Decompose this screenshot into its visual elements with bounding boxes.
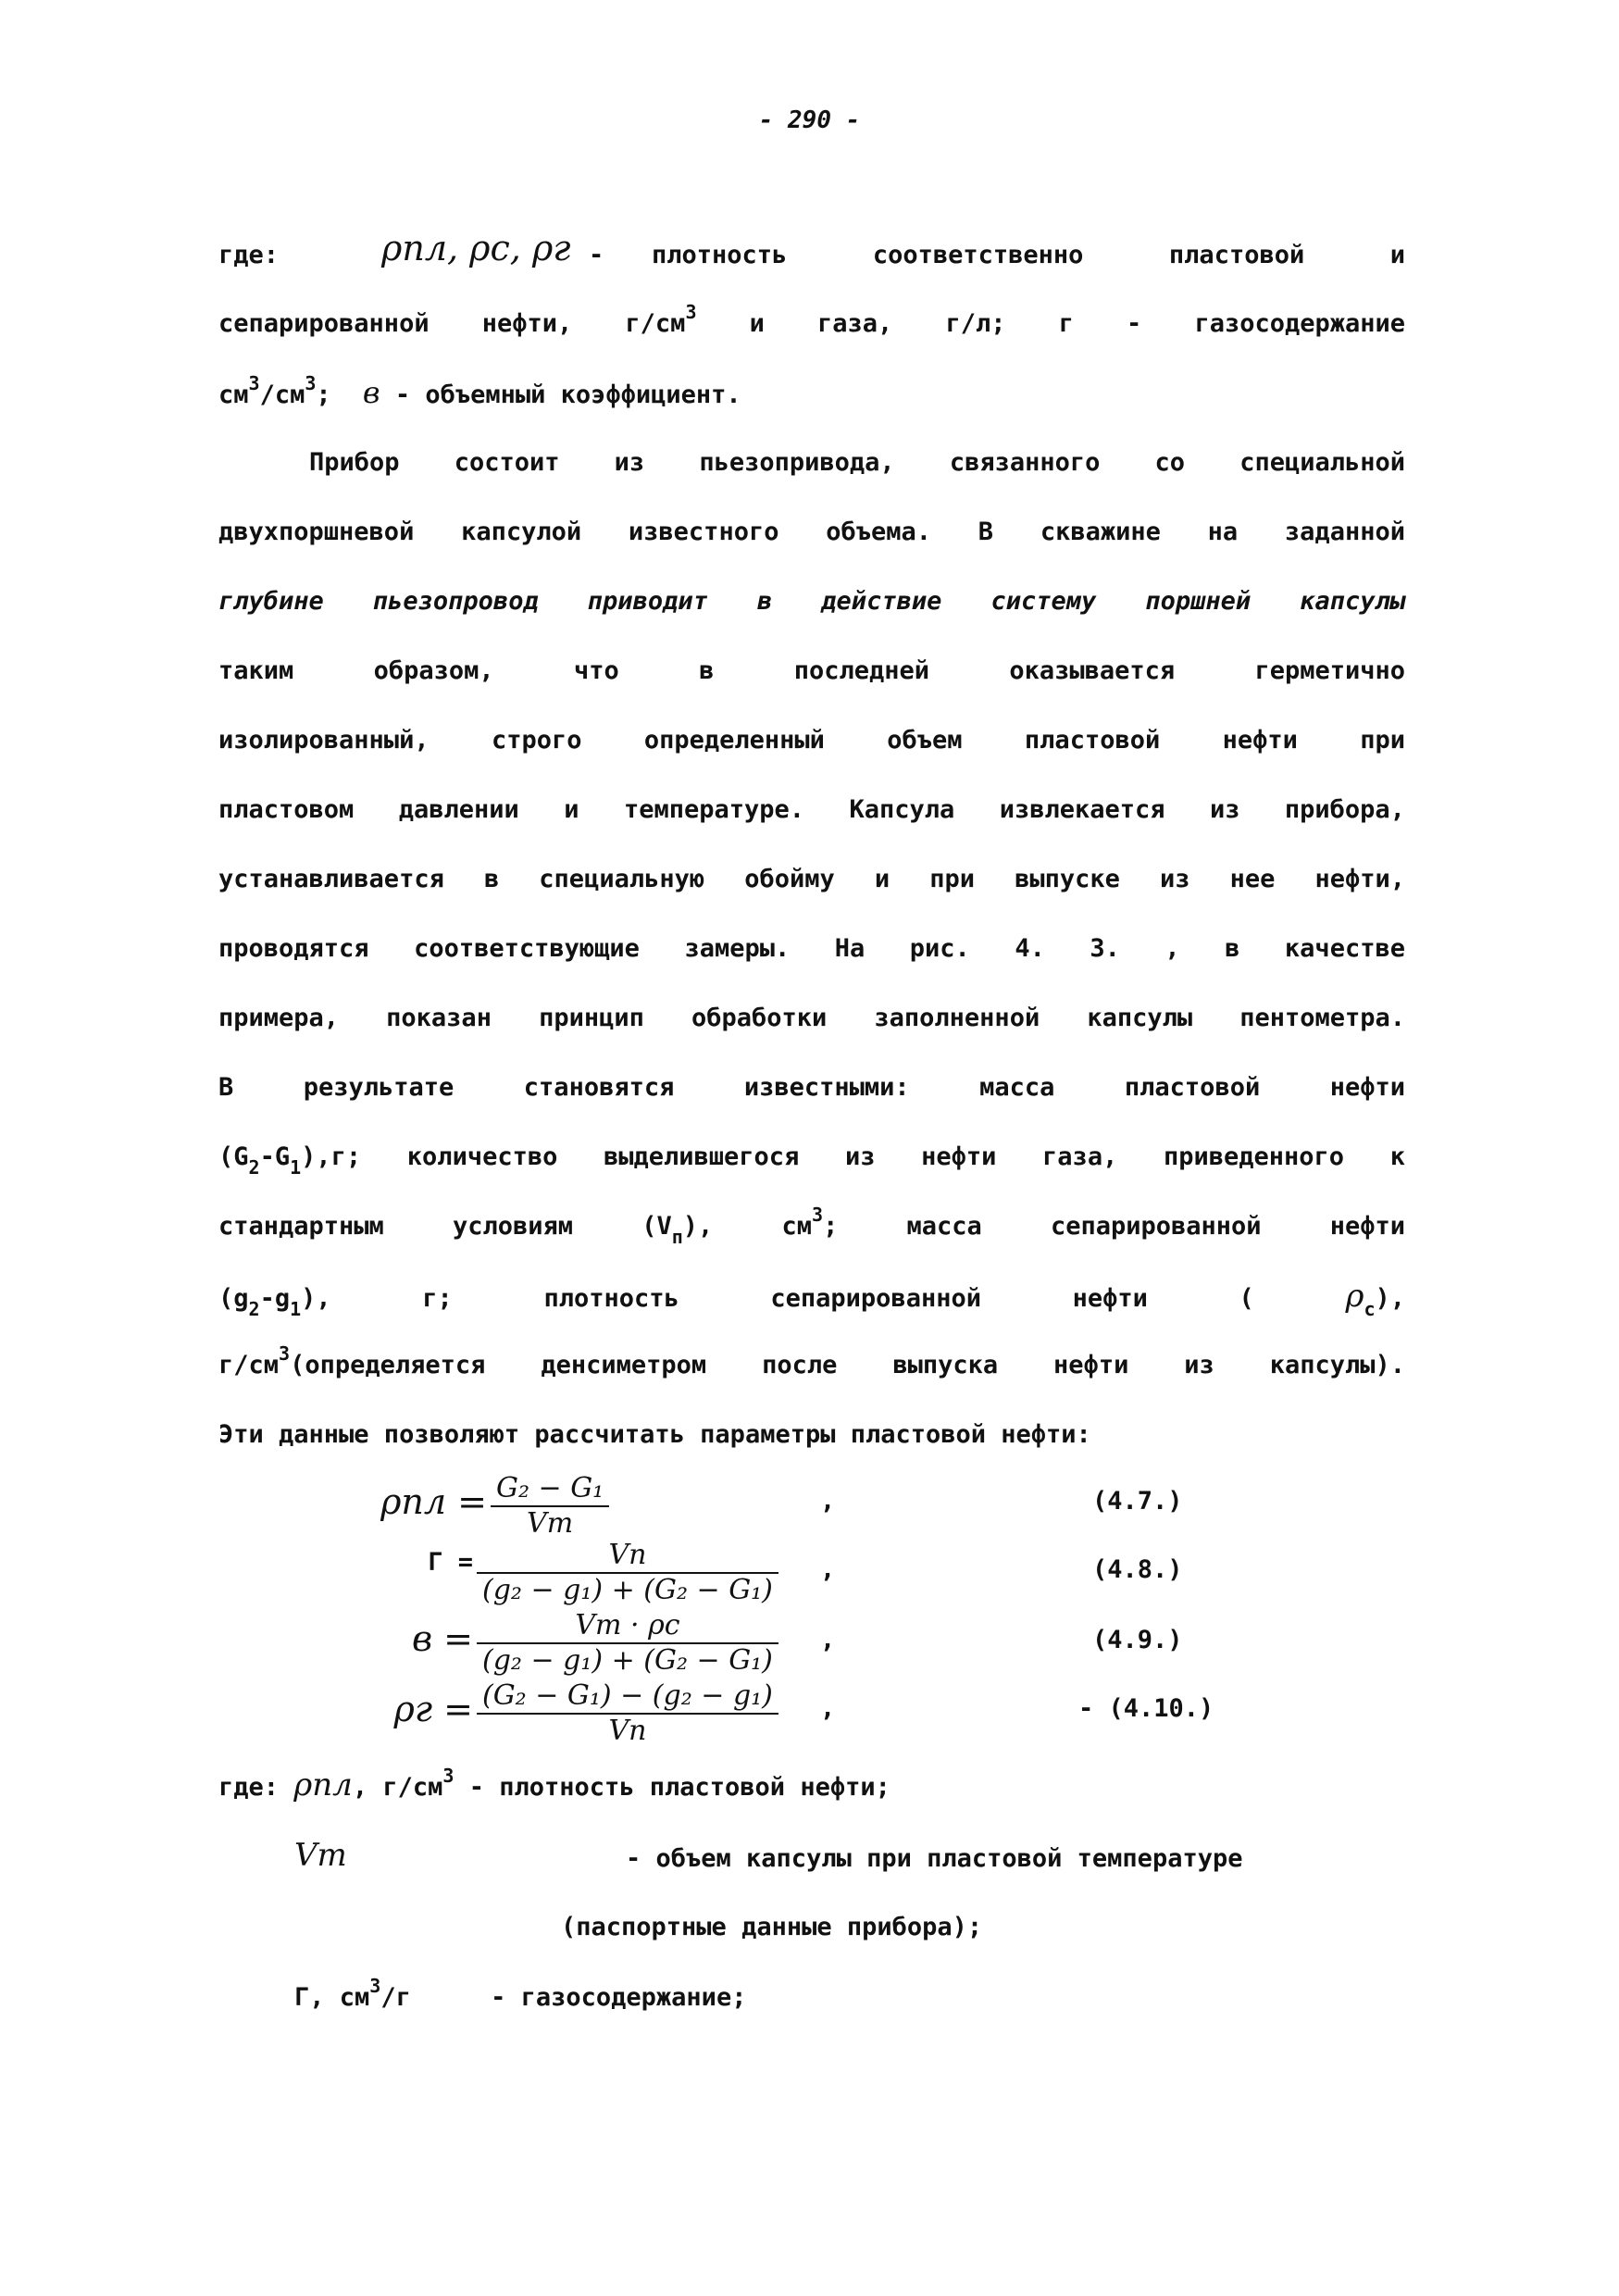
text-fragment: примера, — [218, 1004, 340, 1032]
text-fragment: в — [1225, 934, 1240, 963]
text-fragment: действие — [821, 587, 942, 616]
text-fragment: (V — [641, 1212, 672, 1241]
b-symbol: в — [362, 375, 380, 410]
text-fragment: плотность — [543, 1284, 679, 1313]
text-fragment: капсулы). — [1269, 1351, 1406, 1379]
text-fragment: количество — [406, 1142, 558, 1171]
text-fragment: нефти — [1222, 726, 1298, 755]
para-line-13 — [218, 1278, 1405, 1320]
eq-4-10-number: - (4.10.) — [1078, 1694, 1214, 1723]
eq-4-8-number: (4.8.) — [1092, 1555, 1183, 1584]
definition-1 — [218, 1766, 1405, 1803]
text-fragment: В — [218, 1073, 234, 1102]
para-line-4 — [218, 653, 1405, 690]
text-fragment: из — [614, 448, 645, 477]
text-fragment: ( — [1239, 1284, 1254, 1313]
text-fragment: (определяется — [290, 1351, 486, 1379]
text-fragment: г/л; — [945, 309, 1006, 338]
text-fragment: , г/см — [352, 1773, 443, 1802]
text-fragment: и — [564, 795, 579, 824]
text-fragment: сепарированной — [218, 309, 430, 338]
text-fragment: -G — [259, 1142, 291, 1171]
definition-3 — [294, 1975, 1127, 2016]
text-fragment: двухпоршневой — [218, 518, 415, 546]
text-fragment: В — [978, 518, 994, 546]
eq-4-7-numerator: G₂ − G₁ — [491, 1472, 609, 1507]
text-fragment: таким — [218, 656, 294, 685]
text-fragment: становятся — [523, 1073, 675, 1102]
where-label: где: — [218, 241, 280, 269]
text-fragment: сепарированной — [770, 1284, 981, 1313]
text-fragment: 2 — [248, 1298, 260, 1320]
definition-2 — [218, 1837, 1405, 1878]
text-fragment: (G — [218, 1142, 249, 1171]
eq-4-9-numerator: Vт · ρс — [477, 1609, 778, 1644]
intro-line-2 — [218, 301, 1406, 343]
text-fragment: приведенного — [1163, 1142, 1345, 1171]
text-fragment: нее — [1229, 865, 1276, 893]
text-fragment: качестве — [1284, 934, 1405, 963]
eq-4-8-numerator: Vп — [477, 1539, 778, 1574]
para-line-6 — [218, 792, 1405, 829]
text-fragment: нефти — [1329, 1212, 1406, 1241]
eq-4-10-numerator: (G₂ − G₁) − (g₂ − g₁) — [477, 1679, 778, 1715]
text-fragment: На — [834, 934, 866, 963]
text-fragment: Г, см — [294, 1983, 370, 2012]
text-fragment: пьезопровод — [372, 587, 539, 616]
rho-symbol: ρ — [1345, 1278, 1364, 1315]
text-fragment: 3 — [812, 1204, 824, 1226]
text-fragment: систему — [990, 587, 1097, 616]
text-fragment: глубине — [218, 587, 324, 616]
para-line-14 — [218, 1342, 1406, 1384]
para-line-8 — [218, 930, 1405, 967]
text-fragment: выделившегося — [604, 1142, 800, 1171]
text-fragment: масса — [906, 1212, 982, 1241]
text-fragment: пластовой — [1124, 1073, 1261, 1102]
text-fragment: газа, — [817, 309, 893, 338]
text-fragment: после — [762, 1351, 838, 1379]
para-line-11 — [218, 1139, 1405, 1179]
definition-2-continuation: (паспортные данные прибора); — [561, 1913, 983, 1941]
text-fragment: , — [820, 1487, 836, 1516]
text-fragment: см — [218, 381, 249, 409]
text-fragment: при — [1360, 726, 1406, 755]
text-fragment: плотность — [652, 241, 788, 269]
para-line-9 — [218, 1000, 1405, 1037]
text-fragment: ),г; — [301, 1142, 362, 1171]
text-fragment: извлекается — [999, 795, 1165, 824]
text-fragment: проводятся — [218, 934, 369, 963]
eq-4-9-denominator: (g₂ − g₁) + (G₂ − G₁) — [482, 1644, 773, 1677]
text-fragment: Прибор — [309, 448, 400, 477]
text-fragment: замеры. — [684, 934, 791, 963]
para-line-12 — [218, 1204, 1406, 1248]
text-fragment: 3 — [442, 1765, 455, 1787]
eq-4-9-number: (4.9.) — [1092, 1626, 1183, 1654]
text-fragment: известного — [628, 518, 779, 546]
text-fragment: г; — [422, 1284, 453, 1313]
text-fragment: и — [749, 309, 765, 338]
text-fragment: герметично — [1254, 656, 1406, 685]
dash: - — [589, 241, 604, 269]
eq-4-7-denominator: Vт — [527, 1507, 574, 1540]
text-fragment: , — [820, 1626, 836, 1654]
eq-4-10-denominator: Vп — [608, 1715, 647, 1747]
text-fragment: изолированный, — [218, 726, 430, 755]
text-fragment: заданной — [1284, 518, 1405, 546]
text-fragment: нефти — [921, 1142, 997, 1171]
text-fragment: нефти, — [481, 309, 573, 338]
text-fragment: нефти — [1072, 1284, 1148, 1313]
text-fragment: 3 — [685, 301, 697, 323]
text-fragment: принцип — [539, 1004, 644, 1032]
text-fragment: 3 — [369, 1975, 381, 1997]
text-fragment: - — [1127, 309, 1142, 338]
text-fragment: из — [1159, 865, 1190, 893]
page-number: - 290 - — [758, 106, 861, 134]
text-fragment: при — [929, 865, 975, 893]
text-fragment: 1 — [290, 1298, 302, 1320]
text-fragment: оказывается — [1009, 656, 1176, 685]
text-fragment: 3 — [279, 1342, 291, 1365]
vt-symbol: Vт — [294, 1837, 347, 1874]
text-fragment: к — [1389, 1142, 1405, 1171]
text-fragment: и — [874, 865, 890, 893]
text-fragment: -g — [259, 1284, 291, 1313]
text-fragment: скважине — [1040, 518, 1161, 546]
text-fragment: определенный — [643, 726, 825, 755]
text-fragment: денсиметром — [541, 1351, 707, 1379]
text-fragment: масса — [979, 1073, 1055, 1102]
text-fragment: прибора, — [1284, 795, 1405, 824]
text-fragment: рис. 4. 3. , — [909, 934, 1180, 963]
intro-line-1-text — [652, 237, 1405, 274]
eq-4-7-number: (4.7.) — [1092, 1487, 1183, 1516]
text-fragment: температуре. — [623, 795, 805, 824]
text-fragment: - объем капсулы при пластовой температуре — [626, 1844, 1243, 1873]
text-fragment: результате — [303, 1073, 455, 1102]
text-fragment: капсулой — [461, 518, 582, 546]
text-fragment: выпуске — [1015, 865, 1120, 893]
text-fragment: /см — [259, 381, 305, 409]
rho-pl-symbol: ρпл — [293, 1766, 353, 1803]
text-fragment: , — [820, 1694, 836, 1723]
text-fragment: условиям — [453, 1212, 574, 1241]
eq-4-8-denominator: (g₂ − g₁) + (G₂ − G₁) — [482, 1574, 773, 1606]
text-fragment: соответственно — [872, 241, 1084, 269]
text-fragment: в — [483, 865, 500, 893]
text-fragment: с — [1364, 1298, 1376, 1320]
text-fragment: давлении — [398, 795, 519, 824]
text-fragment: /г — [380, 1983, 411, 2012]
text-fragment: см — [781, 1212, 813, 1241]
text-fragment: со — [1154, 448, 1186, 477]
text-fragment: ; — [316, 381, 331, 409]
text-fragment: пентометра. — [1239, 1004, 1406, 1032]
text-fragment: нефти — [1329, 1073, 1405, 1102]
text-fragment: - объемный коэффициент. — [394, 381, 741, 409]
para-line-15: Эти данные позволяют рассчитать параметры пластовой нефти: — [218, 1420, 1091, 1449]
text-fragment: соответствующие — [414, 934, 640, 963]
text-fragment: 2 — [248, 1156, 260, 1179]
density-symbols: ρпл, ρс, ρг — [381, 228, 571, 268]
text-fragment: на — [1207, 518, 1239, 546]
text-fragment: пластовой — [1168, 241, 1305, 269]
text-fragment: специальную — [539, 865, 705, 893]
text-fragment: специальной — [1239, 448, 1406, 477]
text-fragment: последней — [793, 656, 929, 685]
intro-line-1 — [218, 228, 1406, 274]
text-fragment: (g — [218, 1284, 249, 1313]
text-fragment: строго — [491, 726, 582, 755]
para-line-10 — [218, 1069, 1405, 1106]
text-fragment: из — [1184, 1351, 1214, 1379]
text-fragment: г/см — [218, 1351, 280, 1379]
para-line-3 — [218, 583, 1405, 620]
eq-4-9-lhs: в = — [411, 1618, 473, 1659]
text-fragment: в — [756, 587, 773, 616]
text-fragment: нефти, — [1314, 865, 1405, 893]
text-fragment: Капсула — [849, 795, 955, 824]
text-fragment: заполненной — [874, 1004, 1040, 1032]
text-fragment: объем — [887, 726, 963, 755]
text-fragment: - плотность пластовой нефти; — [468, 1773, 890, 1802]
text-fragment: ; — [823, 1212, 839, 1241]
text-fragment: связанного — [949, 448, 1101, 477]
text-fragment: газосодержание — [1194, 309, 1406, 338]
text-fragment: 3 — [248, 372, 260, 394]
text-fragment: что — [573, 656, 619, 685]
para-line-2 — [218, 514, 1405, 551]
text-fragment: , — [820, 1555, 836, 1584]
para-line-1 — [309, 444, 1405, 481]
text-fragment: газа, — [1042, 1142, 1118, 1171]
text-fragment: нефти — [1053, 1351, 1129, 1379]
text-fragment: п — [671, 1226, 683, 1248]
text-fragment: 3 — [305, 372, 317, 394]
text-fragment: устанавливается — [218, 865, 444, 893]
text-fragment: - газосодержание; — [491, 1983, 747, 2012]
text-fragment: состоит — [454, 448, 560, 477]
text-fragment: г/см — [625, 309, 686, 338]
text-fragment: пьезопривода, — [699, 448, 895, 477]
text-fragment: в — [699, 656, 715, 685]
text-fragment: пластовом — [218, 795, 355, 824]
eq-4-8-lhs: Г = — [428, 1548, 473, 1577]
text-fragment: объема. — [826, 518, 932, 546]
text-fragment: выпуска — [892, 1351, 999, 1379]
text-fragment: и — [1389, 241, 1406, 269]
text-fragment: ), — [682, 1212, 714, 1241]
text-fragment: капсулы — [1087, 1004, 1193, 1032]
text-fragment: обработки — [691, 1004, 828, 1032]
para-line-5 — [218, 722, 1405, 759]
text-fragment: пластовой — [1024, 726, 1161, 755]
text-fragment: капсулы — [1300, 587, 1406, 616]
text-fragment: из — [1209, 795, 1240, 824]
text-fragment: образом, — [373, 656, 494, 685]
para-line-7 — [218, 861, 1405, 898]
text-fragment: где: — [218, 1773, 280, 1802]
text-fragment: показан — [386, 1004, 492, 1032]
text-fragment: г — [1058, 309, 1074, 338]
text-fragment: приводит — [587, 587, 708, 616]
eq-4-10-lhs: ρг = — [393, 1689, 473, 1729]
text-fragment: поршней — [1145, 587, 1252, 616]
intro-line-3 — [218, 374, 1405, 411]
text-fragment: ), — [1375, 1284, 1405, 1313]
text-fragment: стандартным — [218, 1212, 384, 1241]
text-fragment: сепарированной — [1050, 1212, 1262, 1241]
text-fragment: известными: — [743, 1073, 910, 1102]
text-fragment: 1 — [290, 1156, 302, 1179]
text-fragment: обойму — [744, 865, 835, 893]
text-fragment: из — [844, 1142, 876, 1171]
text-fragment: ), — [301, 1284, 331, 1313]
eq-4-7-lhs: ρпл = — [380, 1481, 487, 1522]
